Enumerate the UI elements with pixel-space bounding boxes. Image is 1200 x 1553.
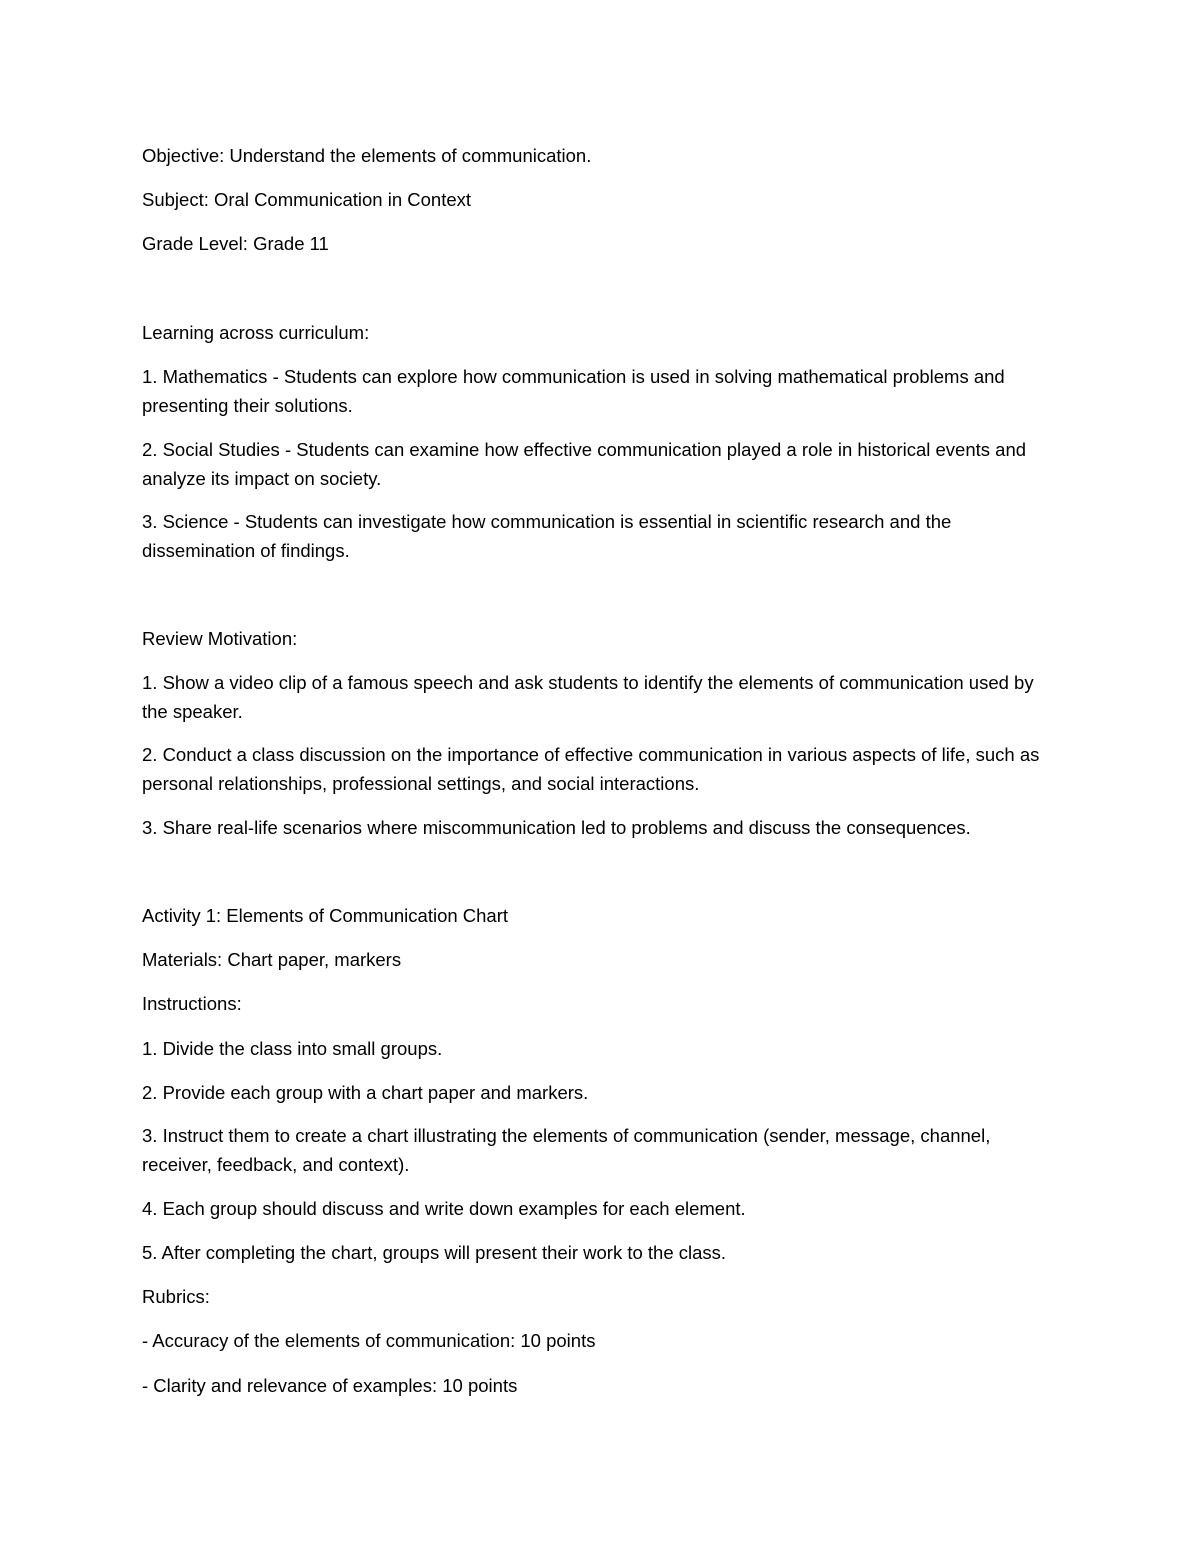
activity-title: Activity 1: Elements of Communication Chart [142,905,509,926]
instruction-item-1: 1. Divide the class into small groups. [142,1038,443,1059]
review-item-class-discussion: 2. Conduct a class discussion on the importance of effective communication in various aspects of life, such as personal relationships, professional settings, and social interactions. [142,744,1040,794]
objective-line: Objective: Understand the elements of communication. [142,145,592,166]
activity-materials: Materials: Chart paper, markers [142,949,402,970]
instruction-item-3: 3. Instruct them to create a chart illustrating the elements of communication (sender, message, channel, receiver, feedback, and context). [142,1125,991,1175]
curriculum-item-social-studies: 2. Social Studies - Students can examine how effective communication played a role in historical events and analyze its impact on society. [142,439,1027,489]
review-item-real-life-scenarios: 3. Share real-life scenarios where miscommunication led to problems and discuss the consequences. [142,817,971,838]
rubric-item-accuracy: - Accuracy of the elements of communication: 10 points [142,1330,596,1351]
instruction-item-2: 2. Provide each group with a chart paper and markers. [142,1082,589,1103]
learning-across-curriculum-heading: Learning across curriculum: [142,322,370,343]
rubric-item-clarity: - Clarity and relevance of examples: 10 points [142,1375,518,1396]
instructions-heading: Instructions: [142,993,242,1014]
rubrics-heading: Rubrics: [142,1286,210,1307]
grade-level-line: Grade Level: Grade 11 [142,233,329,254]
review-motivation-heading: Review Motivation: [142,628,298,649]
curriculum-item-science: 3. Science - Students can investigate how communication is essential in scientific research and the dissemination of findings. [142,511,952,561]
instruction-item-5: 5. After completing the chart, groups will present their work to the class. [142,1242,727,1263]
curriculum-item-mathematics: 1. Mathematics - Students can explore how communication is used in solving mathematical problems and presenting their solutions. [142,366,1005,416]
subject-line: Subject: Oral Communication in Context [142,189,472,210]
instruction-item-4: 4. Each group should discuss and write down examples for each element. [142,1198,746,1219]
review-item-video-clip: 1. Show a video clip of a famous speech and ask students to identify the elements of communication used by the speaker. [142,672,1034,722]
